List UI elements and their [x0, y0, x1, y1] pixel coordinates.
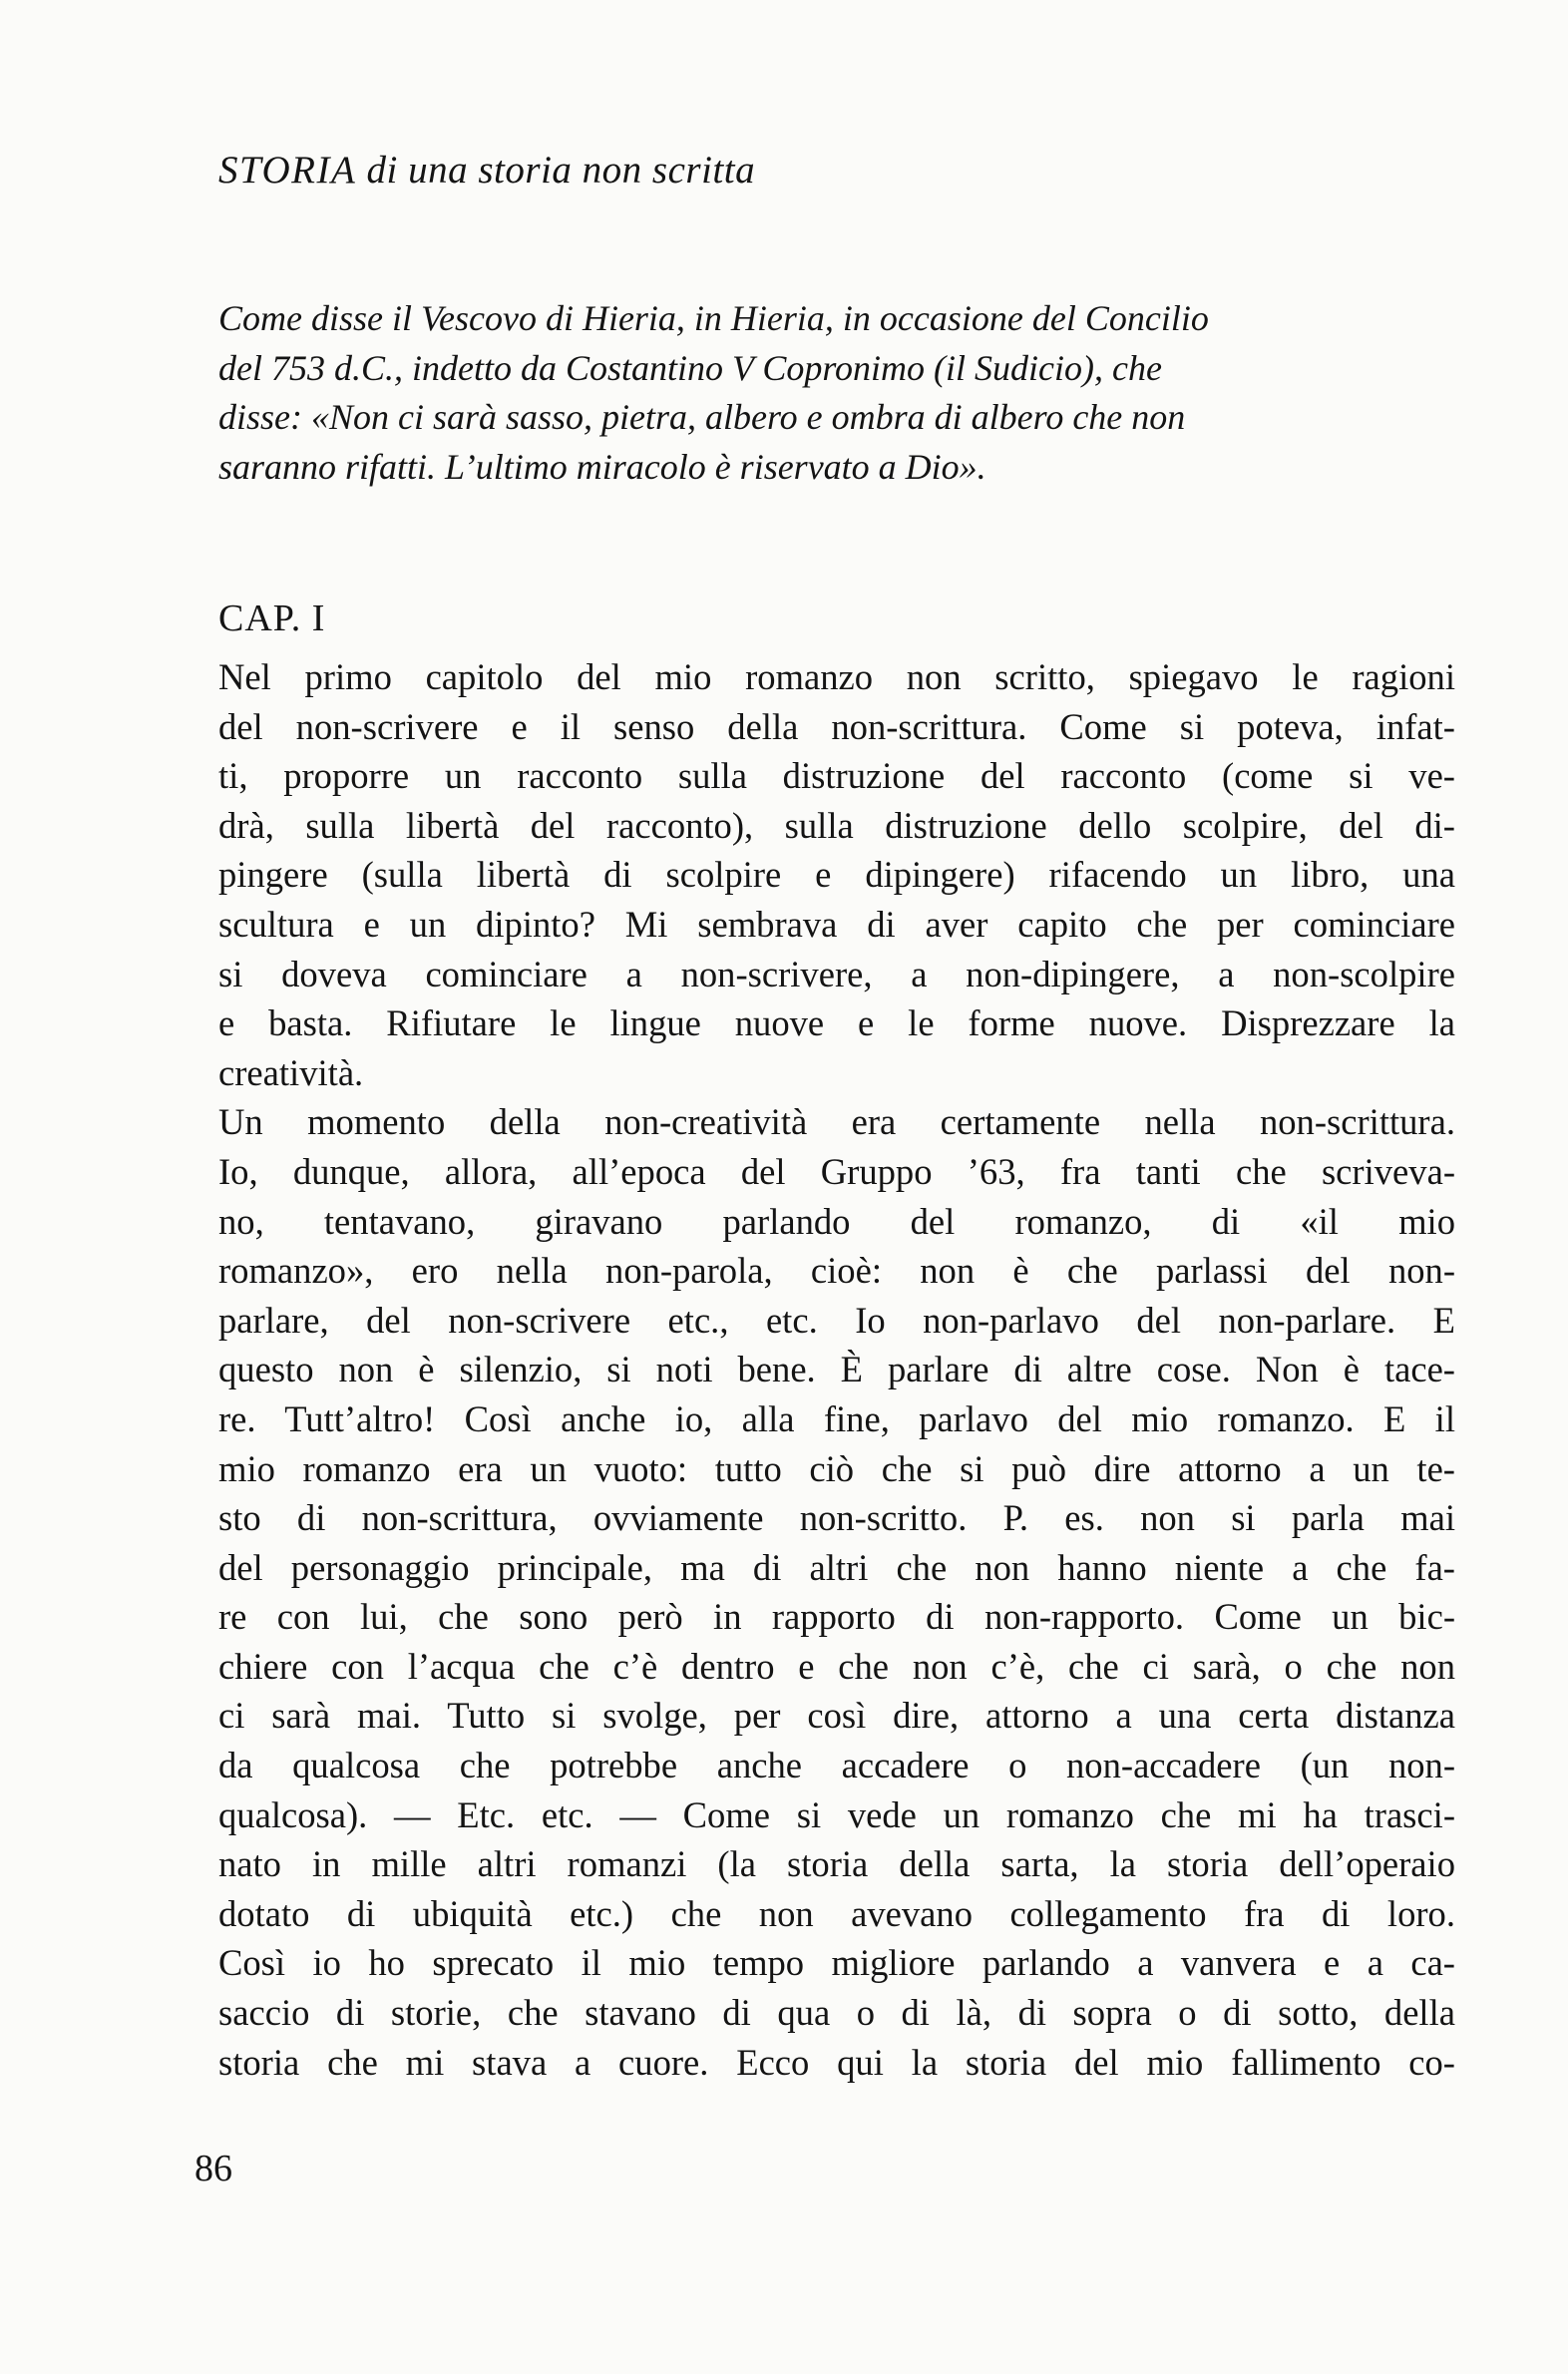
body-line: saccio di storie, che stavano di qua o di là, di sopra o di sotto, della	[218, 1992, 1455, 2034]
body-line: ci sarà mai. Tutto si svolge, per così dire, attorno a una certa distanza	[218, 1695, 1455, 1737]
body-line: chiere con l’acqua che c’è dentro e che non c’è, che ci sarà, o che non	[218, 1645, 1455, 1687]
body-line: storia che mi stava a cuore. Ecco qui la storia del mio fallimento co-	[218, 2041, 1455, 2083]
body-line: Un momento della non-creatività era certamente nella non-scrittura.	[218, 1101, 1455, 1143]
running-title-rest: di una storia non scritta	[356, 149, 756, 192]
body-line: sto di non-scrittura, ovviamente non-scritto. P. es. non si parla mai	[218, 1497, 1455, 1539]
chapter-heading: CAP. I	[218, 597, 326, 639]
body-line: scultura e un dipinto? Mi sembrava di aver capito che per cominciare	[218, 903, 1455, 945]
running-title-caps: STORIA	[218, 149, 357, 192]
body-line: pingere (sulla libertà di scolpire e dipingere) rifacendo un libro, una	[218, 854, 1455, 896]
page-number: 86	[195, 2148, 232, 2189]
body-line: mio romanzo era un vuoto: tutto ciò che si può dire attorno a un te-	[218, 1447, 1455, 1489]
body-line: Io, dunque, allora, all’epoca del Gruppo ’63, fra tanti che scriveva-	[218, 1150, 1455, 1192]
epigraph	[218, 294, 1455, 492]
body-line: da qualcosa che potrebbe anche accadere o non-accadere (un non-	[218, 1745, 1455, 1786]
body-line: qualcosa). — Etc. etc. — Come si vede un romanzo che mi ha trasci-	[218, 1793, 1455, 1835]
body-line: questo non è silenzio, si noti bene. È parlare di altre cose. Non è tace-	[218, 1349, 1455, 1390]
body-line: Nel primo capitolo del mio romanzo non scritto, spiegavo le ragioni	[218, 656, 1455, 697]
body-line: del personaggio principale, ma di altri che non hanno niente a che fa-	[218, 1546, 1455, 1588]
body-line: e basta. Rifiutare le lingue nuove e le forme nuove. Disprezzare la	[218, 1002, 1455, 1044]
body-line: del non-scrivere e il senso della non-scrittura. Come si poteva, infat-	[218, 705, 1455, 747]
epigraph-line: disse: «Non ci sarà sasso, pietra, albero e ombra di albero che non	[218, 397, 1186, 437]
body-line: ti, proporre un racconto sulla distruzione del racconto (come si ve-	[218, 755, 1455, 797]
body-line: Così io ho sprecato il mio tempo migliore parlando a vanvera e a ca-	[218, 1942, 1455, 1984]
body-line: romanzo», ero nella non-parola, cioè: non è che parlassi del non-	[218, 1250, 1455, 1292]
body-line: drà, sulla libertà del racconto), sulla distruzione dello scolpire, del di-	[218, 804, 1455, 846]
epigraph-line: saranno rifatti. L’ultimo miracolo è riservato a Dio».	[218, 446, 986, 487]
body-line: no, tentavano, giravano parlando del romanzo, di «il mio	[218, 1200, 1455, 1242]
epigraph-line: del 753 d.C., indetto da Costantino V Copronimo (il Sudicio), che	[218, 347, 1162, 388]
body-line: re. Tutt’altro! Così anche io, alla fine, parlavo del mio romanzo. E il	[218, 1397, 1455, 1439]
running-title	[218, 148, 755, 193]
body-line: dotato di ubiquità etc.) che non avevano collegamento fra di loro.	[218, 1892, 1455, 1934]
body-line: si doveva cominciare a non-scrivere, a non-dipingere, a non-scolpire	[218, 953, 1455, 994]
body-line: parlare, del non-scrivere etc., etc. Io non-parlavo del non-parlare. E	[218, 1299, 1455, 1341]
epigraph-line: Come disse il Vescovo di Hieria, in Hieria, in occasione del Concilio	[218, 298, 1209, 338]
body-line: nato in mille altri romanzi (la storia della sarta, la storia dell’operaio	[218, 1843, 1455, 1885]
body-line: re con lui, che sono però in rapporto di non-rapporto. Come un bic-	[218, 1596, 1455, 1638]
body-line: creatività.	[218, 1051, 364, 1093]
body-text	[218, 652, 1455, 2087]
